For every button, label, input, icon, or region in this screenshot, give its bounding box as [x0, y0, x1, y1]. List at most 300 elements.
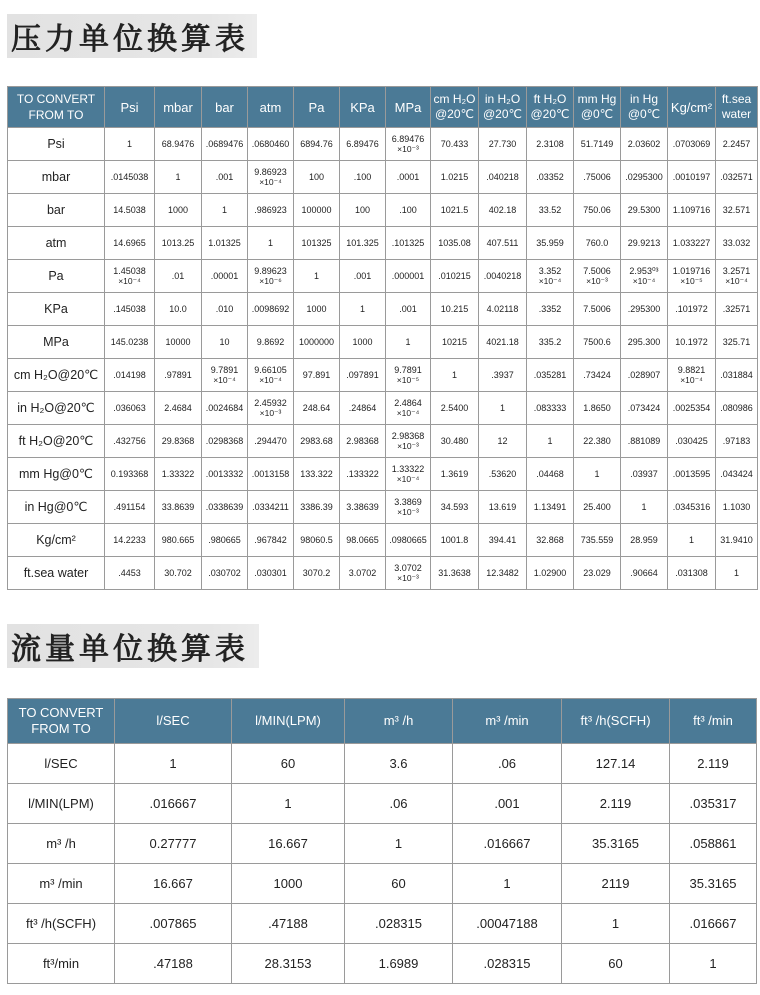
table-cell — [479, 293, 527, 326]
table-cell — [716, 128, 758, 161]
row-label-text: Psi — [47, 136, 65, 151]
table-cell — [527, 491, 574, 524]
cell-value: 1.3619 — [440, 468, 469, 479]
table-cell — [248, 260, 294, 293]
table-cell — [670, 864, 757, 904]
cell-value: .001 — [399, 303, 417, 314]
table-cell — [479, 359, 527, 392]
cell-value: .0013158 — [251, 468, 290, 479]
table-cell — [716, 161, 758, 194]
table-row — [8, 128, 758, 161]
table-cell — [294, 128, 340, 161]
table-cell — [668, 392, 716, 425]
row-label-text: l/MIN(LPM) — [28, 796, 94, 811]
cell-value: 407.511 — [486, 237, 519, 248]
table-cell — [202, 128, 248, 161]
table-cell — [294, 227, 340, 260]
cell-value: 98060.5 — [300, 534, 333, 545]
column-header-line: ft H₂O — [533, 92, 567, 106]
row-label — [8, 326, 105, 359]
cell-exponent: ×10⁻³ — [397, 507, 419, 517]
cell-value: 60 — [608, 956, 623, 971]
cell-value: .0980665 — [389, 534, 427, 545]
table-cell — [340, 227, 386, 260]
column-header-line: @20℃ — [482, 107, 522, 121]
table-cell — [527, 359, 574, 392]
pressure-header-row — [8, 87, 758, 128]
table-cell — [294, 392, 340, 425]
column-header-text: ft³ /h(SCFH) — [580, 713, 651, 728]
table-cell — [345, 864, 453, 904]
table-cell — [105, 491, 155, 524]
table-cell — [716, 491, 758, 524]
cell-exponent: ×10⁻⁴ — [538, 276, 562, 286]
cell-value: 3.0702 — [348, 567, 377, 578]
cell-value: 29.9213 — [627, 237, 661, 248]
table-cell — [562, 864, 670, 904]
row-label — [8, 425, 105, 458]
row-label-text: ft H₂O@20℃ — [18, 433, 94, 448]
cell-value: 14.2233 — [113, 534, 146, 545]
row-label — [8, 557, 105, 590]
cell-value: 1.1030 — [722, 501, 751, 512]
table-cell — [115, 904, 232, 944]
table-cell — [155, 491, 202, 524]
table-cell — [248, 161, 294, 194]
flow-column-header — [453, 699, 562, 744]
cell-value: 750.06 — [583, 204, 611, 215]
cell-value: .0298368 — [205, 435, 244, 446]
table-cell — [574, 491, 621, 524]
pressure-column-header — [155, 87, 202, 128]
cell-value: .03352 — [536, 171, 564, 182]
cell-value: .101972 — [675, 303, 708, 314]
cell-value: .0345316 — [672, 501, 711, 512]
cell-value: 7500.6 — [583, 336, 611, 347]
flow-column-header — [115, 699, 232, 744]
cell-value: .0040218 — [483, 270, 522, 281]
table-cell — [202, 359, 248, 392]
cell-value: 2.4864 — [394, 398, 422, 408]
cell-value: .0703069 — [672, 138, 711, 149]
cell-value: 23.029 — [583, 567, 611, 578]
table-row — [8, 359, 758, 392]
row-label-text: m³ /h — [46, 836, 76, 851]
cell-value: .058861 — [689, 836, 737, 851]
column-header-text: ft³ /min — [693, 713, 733, 728]
column-header-line: cm H₂O — [433, 92, 476, 106]
cell-value: .06 — [497, 756, 517, 771]
cell-value: .100 — [353, 171, 372, 182]
cell-value: 1 — [688, 534, 694, 545]
row-label-text: l/SEC — [44, 756, 78, 771]
table-cell — [386, 293, 431, 326]
table-cell — [340, 194, 386, 227]
table-cell — [105, 161, 155, 194]
cell-value: 2.98368 — [346, 435, 379, 446]
cell-value: 25.400 — [583, 501, 611, 512]
cell-value: .3352 — [538, 303, 562, 314]
cell-value: 29.8368 — [161, 435, 195, 446]
cell-value: .432756 — [113, 435, 146, 446]
table-cell — [574, 260, 621, 293]
pressure-column-header — [716, 87, 758, 128]
table-cell — [248, 293, 294, 326]
table-cell — [340, 326, 386, 359]
cell-value: 12.3482 — [486, 567, 519, 578]
table-cell — [716, 194, 758, 227]
table-cell — [668, 326, 716, 359]
cell-value: .0145038 — [110, 171, 149, 182]
column-header-line: atm — [259, 99, 282, 115]
table-cell — [105, 359, 155, 392]
table-cell — [105, 392, 155, 425]
table-cell — [248, 524, 294, 557]
table-cell — [386, 194, 431, 227]
cell-exponent: ×10⁻⁴ — [259, 177, 282, 187]
cell-value: 7.5006 — [583, 303, 611, 314]
table-cell — [479, 194, 527, 227]
column-header-line: mm Hg — [577, 92, 617, 106]
table-cell — [340, 128, 386, 161]
row-label-text: mbar — [41, 169, 71, 184]
table-cell — [621, 359, 668, 392]
pressure-column-header — [668, 87, 716, 128]
cell-value: 1 — [499, 402, 505, 413]
flow-title-band — [7, 624, 259, 668]
table-cell — [386, 326, 431, 359]
pressure-corner-header — [8, 87, 105, 128]
cell-value: 35.3165 — [689, 876, 737, 891]
cell-value: 2.953⁰³ — [629, 266, 659, 276]
cell-value: 394.41 — [488, 534, 517, 545]
table-cell — [155, 458, 202, 491]
cell-value: 60 — [391, 876, 406, 891]
table-cell — [527, 326, 574, 359]
cell-value: 6.89476 — [391, 134, 425, 144]
table-cell — [202, 425, 248, 458]
cell-value: .030702 — [208, 567, 241, 578]
table-cell — [431, 491, 479, 524]
table-cell — [386, 425, 431, 458]
pressure-column-header — [431, 87, 479, 128]
table-cell — [345, 744, 453, 784]
column-header-text: l/MIN(LPM) — [255, 713, 321, 728]
table-cell — [479, 491, 527, 524]
cell-value: 12 — [497, 435, 508, 446]
cell-exponent: ×10⁻⁶ — [259, 276, 282, 286]
table-row — [8, 557, 758, 590]
cell-value: 133.322 — [300, 468, 333, 479]
table-cell — [431, 425, 479, 458]
table-cell — [248, 227, 294, 260]
cell-value: 335.2 — [538, 336, 562, 347]
cell-value: 9.89623 — [254, 266, 287, 276]
cell-value: 1001.8 — [440, 534, 469, 545]
table-cell — [716, 458, 758, 491]
table-cell — [340, 359, 386, 392]
table-cell — [574, 557, 621, 590]
table-cell — [621, 425, 668, 458]
table-cell — [105, 524, 155, 557]
cell-value: 127.14 — [595, 756, 636, 771]
table-cell — [248, 557, 294, 590]
table-cell — [574, 326, 621, 359]
table-cell — [105, 326, 155, 359]
table-cell — [621, 293, 668, 326]
cell-value: 16.667 — [153, 876, 193, 891]
row-label-text: ft³ /h(SCFH) — [25, 916, 97, 931]
cell-value: .967842 — [254, 534, 287, 545]
cell-value: .035317 — [689, 796, 737, 811]
cell-value: 3.352 — [538, 266, 562, 276]
column-header-line: Kg/cm² — [670, 99, 713, 115]
corner-line-1: TO CONVERT — [18, 705, 104, 720]
cell-value: 101325 — [301, 237, 332, 248]
cell-value: .031884 — [720, 369, 753, 380]
table-cell — [386, 524, 431, 557]
table-cell — [431, 326, 479, 359]
table-cell — [248, 491, 294, 524]
cell-exponent: ×10⁻⁴ — [725, 276, 748, 286]
cell-value: .24864 — [348, 402, 377, 413]
table-cell — [621, 128, 668, 161]
row-label — [8, 359, 105, 392]
cell-value: .97183 — [722, 435, 751, 446]
cell-value: .32571 — [722, 303, 751, 314]
cell-value: 1021.5 — [440, 204, 469, 215]
table-cell — [294, 194, 340, 227]
row-label — [8, 824, 115, 864]
table-cell — [248, 458, 294, 491]
column-header-line: @0℃ — [627, 107, 661, 121]
table-cell — [670, 824, 757, 864]
cell-value: 33.8639 — [161, 501, 195, 512]
cell-value: 145.0238 — [110, 336, 149, 347]
cell-value: 9.7891 — [210, 365, 239, 375]
row-label — [8, 161, 105, 194]
table-cell — [202, 491, 248, 524]
cell-value: 9.8821 — [677, 365, 706, 375]
row-label-text: ft.sea water — [23, 565, 89, 580]
cell-value: 1 — [359, 303, 365, 314]
cell-value: 98.0665 — [346, 534, 379, 545]
cell-value: 2.2457 — [722, 138, 751, 149]
cell-value: 101.325 — [346, 237, 379, 248]
cell-value: .75006 — [583, 171, 611, 182]
row-label — [8, 904, 115, 944]
cell-value: 35.3165 — [592, 836, 639, 851]
column-header-line: KPa — [350, 99, 375, 115]
column-header-text: m³ /min — [485, 713, 529, 728]
cell-value: 1 — [405, 336, 411, 347]
cell-value: 6894.76 — [300, 138, 333, 149]
table-cell — [453, 864, 562, 904]
cell-value: 1.033227 — [672, 237, 711, 248]
cell-value: 35.959 — [536, 237, 564, 248]
table-cell — [670, 784, 757, 824]
cell-value: .03937 — [630, 468, 658, 479]
cell-value: 1.02900 — [533, 567, 567, 578]
cell-exponent: ×10⁻³ — [586, 276, 608, 286]
table-cell — [248, 425, 294, 458]
table-cell — [453, 904, 562, 944]
cell-value: 1035.08 — [438, 237, 471, 248]
table-cell — [294, 326, 340, 359]
table-cell — [386, 557, 431, 590]
cell-value: 1.33322 — [391, 464, 425, 474]
table-cell — [431, 458, 479, 491]
table-cell — [453, 784, 562, 824]
cell-value: 2.03602 — [627, 138, 661, 149]
column-header-text: l/SEC — [156, 713, 190, 728]
pressure-column-header — [340, 87, 386, 128]
row-label-text: KPa — [44, 301, 68, 316]
table-cell — [431, 194, 479, 227]
cell-value: .0295300 — [625, 171, 663, 182]
cell-value: 4.02118 — [486, 303, 519, 314]
cell-value: 10215 — [441, 336, 468, 347]
table-cell — [527, 128, 574, 161]
cell-exponent: ×10⁻⁴ — [213, 375, 236, 385]
cell-exponent: ×10⁻⁴ — [259, 375, 282, 385]
row-label — [8, 260, 105, 293]
cell-value: 1000 — [167, 204, 189, 215]
cell-exponent: ×10⁻⁴ — [632, 276, 656, 286]
table-cell — [479, 458, 527, 491]
cell-value: 1.13491 — [533, 501, 567, 512]
table-cell — [479, 326, 527, 359]
table-cell — [248, 326, 294, 359]
cell-value: 1.019716 — [672, 266, 711, 276]
table-cell — [431, 227, 479, 260]
cell-value: .036063 — [113, 402, 146, 413]
cell-value: 1.8650 — [583, 402, 611, 413]
row-label — [8, 194, 105, 227]
table-cell — [621, 557, 668, 590]
pressure-column-header — [105, 87, 155, 128]
table-cell — [202, 557, 248, 590]
table-cell — [386, 359, 431, 392]
cell-value: .0025354 — [672, 402, 711, 413]
table-row — [8, 194, 758, 227]
table-row — [8, 161, 758, 194]
column-header-text: m³ /h — [383, 713, 414, 728]
cell-value: 31.9410 — [720, 534, 753, 545]
table-cell — [202, 293, 248, 326]
cell-value: .01 — [171, 270, 185, 281]
table-cell — [479, 392, 527, 425]
flow-column-header — [345, 699, 453, 744]
table-cell — [562, 904, 670, 944]
table-cell — [453, 944, 562, 984]
table-cell — [668, 491, 716, 524]
cell-value: 2119 — [601, 876, 630, 891]
cell-value: 30.702 — [164, 567, 192, 578]
table-cell — [668, 161, 716, 194]
column-header-line: in Hg — [629, 92, 658, 106]
cell-value: .030301 — [254, 567, 287, 578]
cell-value: 1 — [709, 956, 717, 971]
cell-value: 28.959 — [630, 534, 658, 545]
row-label-text: Pa — [48, 268, 64, 283]
table-cell — [716, 227, 758, 260]
cell-exponent: ×10⁻³ — [397, 144, 419, 154]
table-cell — [345, 904, 453, 944]
table-row — [8, 260, 758, 293]
cell-value: .47188 — [268, 916, 308, 931]
cell-value: 9.8692 — [256, 336, 285, 347]
table-cell — [155, 326, 202, 359]
cell-value: 29.5300 — [627, 204, 661, 215]
table-cell — [527, 524, 574, 557]
cell-value: 30.480 — [440, 435, 469, 446]
cell-value: 2.3108 — [536, 138, 564, 149]
table-cell — [202, 161, 248, 194]
table-cell — [115, 744, 232, 784]
column-header-line: @20℃ — [530, 107, 570, 121]
table-cell — [479, 260, 527, 293]
cell-value: .097891 — [346, 369, 379, 380]
table-cell — [668, 128, 716, 161]
table-cell — [115, 824, 232, 864]
cell-exponent: ×10⁻⁵ — [396, 375, 420, 385]
table-cell — [386, 491, 431, 524]
table-row — [8, 491, 758, 524]
table-row — [8, 392, 758, 425]
table-cell — [479, 557, 527, 590]
table-cell — [527, 227, 574, 260]
table-cell — [340, 425, 386, 458]
table-cell — [115, 944, 232, 984]
cell-value: .294470 — [254, 435, 287, 446]
cell-value: 3.2571 — [722, 266, 751, 276]
table-cell — [345, 784, 453, 824]
cell-value: 51.7149 — [580, 138, 614, 149]
cell-value: 1000000 — [298, 336, 335, 347]
table-cell — [431, 524, 479, 557]
column-header-line: @0℃ — [580, 107, 614, 121]
table-cell — [340, 293, 386, 326]
table-row — [8, 524, 758, 557]
table-cell — [716, 293, 758, 326]
cell-value: 1 — [313, 270, 319, 281]
row-label — [8, 784, 115, 824]
cell-value: .080986 — [720, 402, 753, 413]
cell-value: .010 — [215, 303, 234, 314]
cell-value: 68.9476 — [161, 138, 195, 149]
cell-value: .101325 — [391, 237, 425, 248]
cell-value: .016667 — [149, 796, 197, 811]
cell-value: .0010197 — [672, 171, 711, 182]
table-cell — [386, 161, 431, 194]
cell-value: 1000 — [352, 336, 373, 347]
cell-exponent: ×10⁻⁴ — [396, 474, 420, 484]
table-cell — [232, 864, 345, 904]
table-cell — [431, 293, 479, 326]
cell-value: .030425 — [675, 435, 708, 446]
cell-value: 1 — [641, 501, 647, 512]
table-cell — [453, 824, 562, 864]
table-row — [8, 425, 758, 458]
pressure-column-header — [386, 87, 431, 128]
cell-value: .0013332 — [205, 468, 244, 479]
cell-value: 16.667 — [268, 836, 308, 851]
table-cell — [386, 260, 431, 293]
row-label-text: bar — [46, 202, 66, 217]
cell-value: .0013595 — [672, 468, 711, 479]
cell-value: .133322 — [346, 468, 379, 479]
